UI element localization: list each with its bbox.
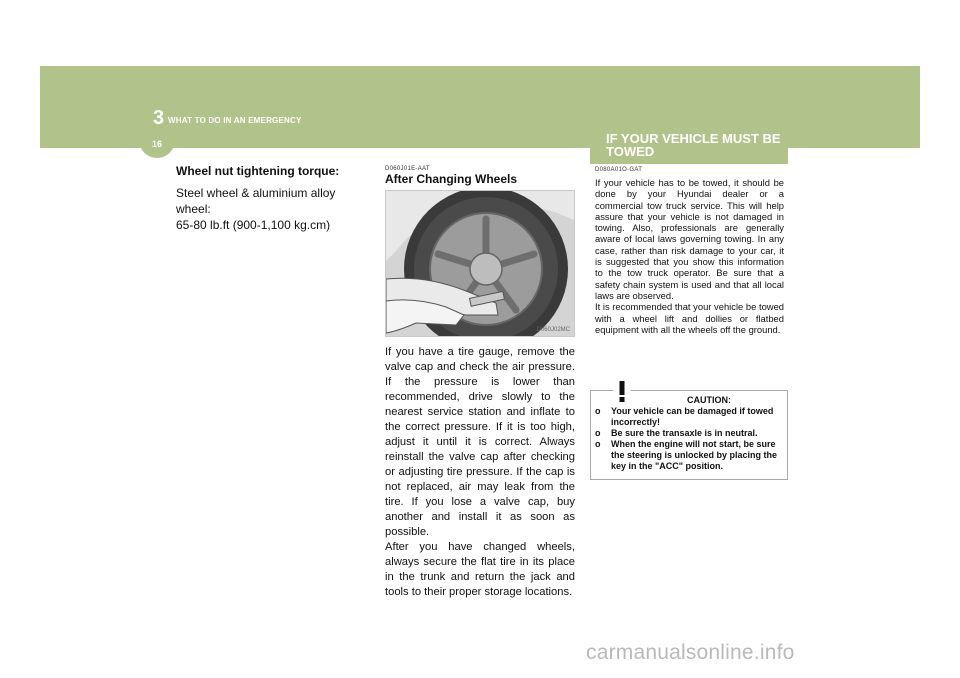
tire-illustration [386,191,575,337]
caution-item: o Be sure the transaxle is in neutral. [595,428,758,438]
figure-code: D060J02MC [536,327,570,333]
torque-line-1: Steel wheel & aluminium alloy wheel: [176,186,336,216]
caution-label: CAUTION: [687,395,731,405]
towing-code: D080A01O-GAT [595,167,643,173]
caution-item: o When the engine will not start, be sure the steering is unlocked by placing the key in the "ACC" position. [595,439,778,471]
tire-figure [385,190,575,337]
towing-column [595,166,784,335]
after-changing-body: If you have a tire gauge, remove the valve cap and check the air pressure. If the pressure is lower than recommended, drive slowly to the nearest service station and inflate to the correct pressure. If it is too high, adjust it until it is correct. Always reinstall the valve cap after checking or adjusting tire pressure. If the cap is not replaced, air may leak from the tire. If you lose a valve cap, buy another and install it as soon as possible. [385,346,575,538]
watermark: carmanualsonline.info [586,641,795,664]
torque-column [176,164,372,233]
section-title: IF YOUR VEHICLE MUST BE TOWED [606,131,781,159]
torque-line-2: 65-80 lb.ft (900-1,100 kg.cm) [176,218,331,232]
after-changing-column [385,165,575,600]
caution-box [590,390,788,480]
after-changing-heading: After Changing Wheels [385,172,518,186]
caution-list [595,406,785,472]
towing-body-2: It is recommended that your vehicle be towed with a wheel lift and dollies or flatbed equipment with all the wheels off the ground. [595,301,784,335]
caution-item: o Your vehicle can be damaged if towed incorrectly! [595,406,774,427]
towing-body: If your vehicle has to be towed, it should be done by your Hyundai dealer or a commercial tow truck service. This will help assure that your vehicle is not damaged in towing. Also, professionals are generally aware of local laws governing towing. In any case, rather than risk damage to your car, it is suggested that you show this information to the tow truck operator. Be sure that a safety chain system is used and that all local laws are observed. [595,177,784,301]
torque-heading: Wheel nut tightening torque: [176,164,340,178]
chapter-title: WHAT TO DO IN AN EMERGENCY [168,116,302,125]
page-number: 16 [151,139,162,149]
chapter-number: 3 [153,107,165,129]
after-changing-body-2: After you have changed wheels, always secure the flat tire in its place in the trunk and return the jack and tools to their proper storage locations. [385,541,575,598]
section-code: D060J01E-AAT [385,166,430,172]
warning-icon [605,373,639,405]
